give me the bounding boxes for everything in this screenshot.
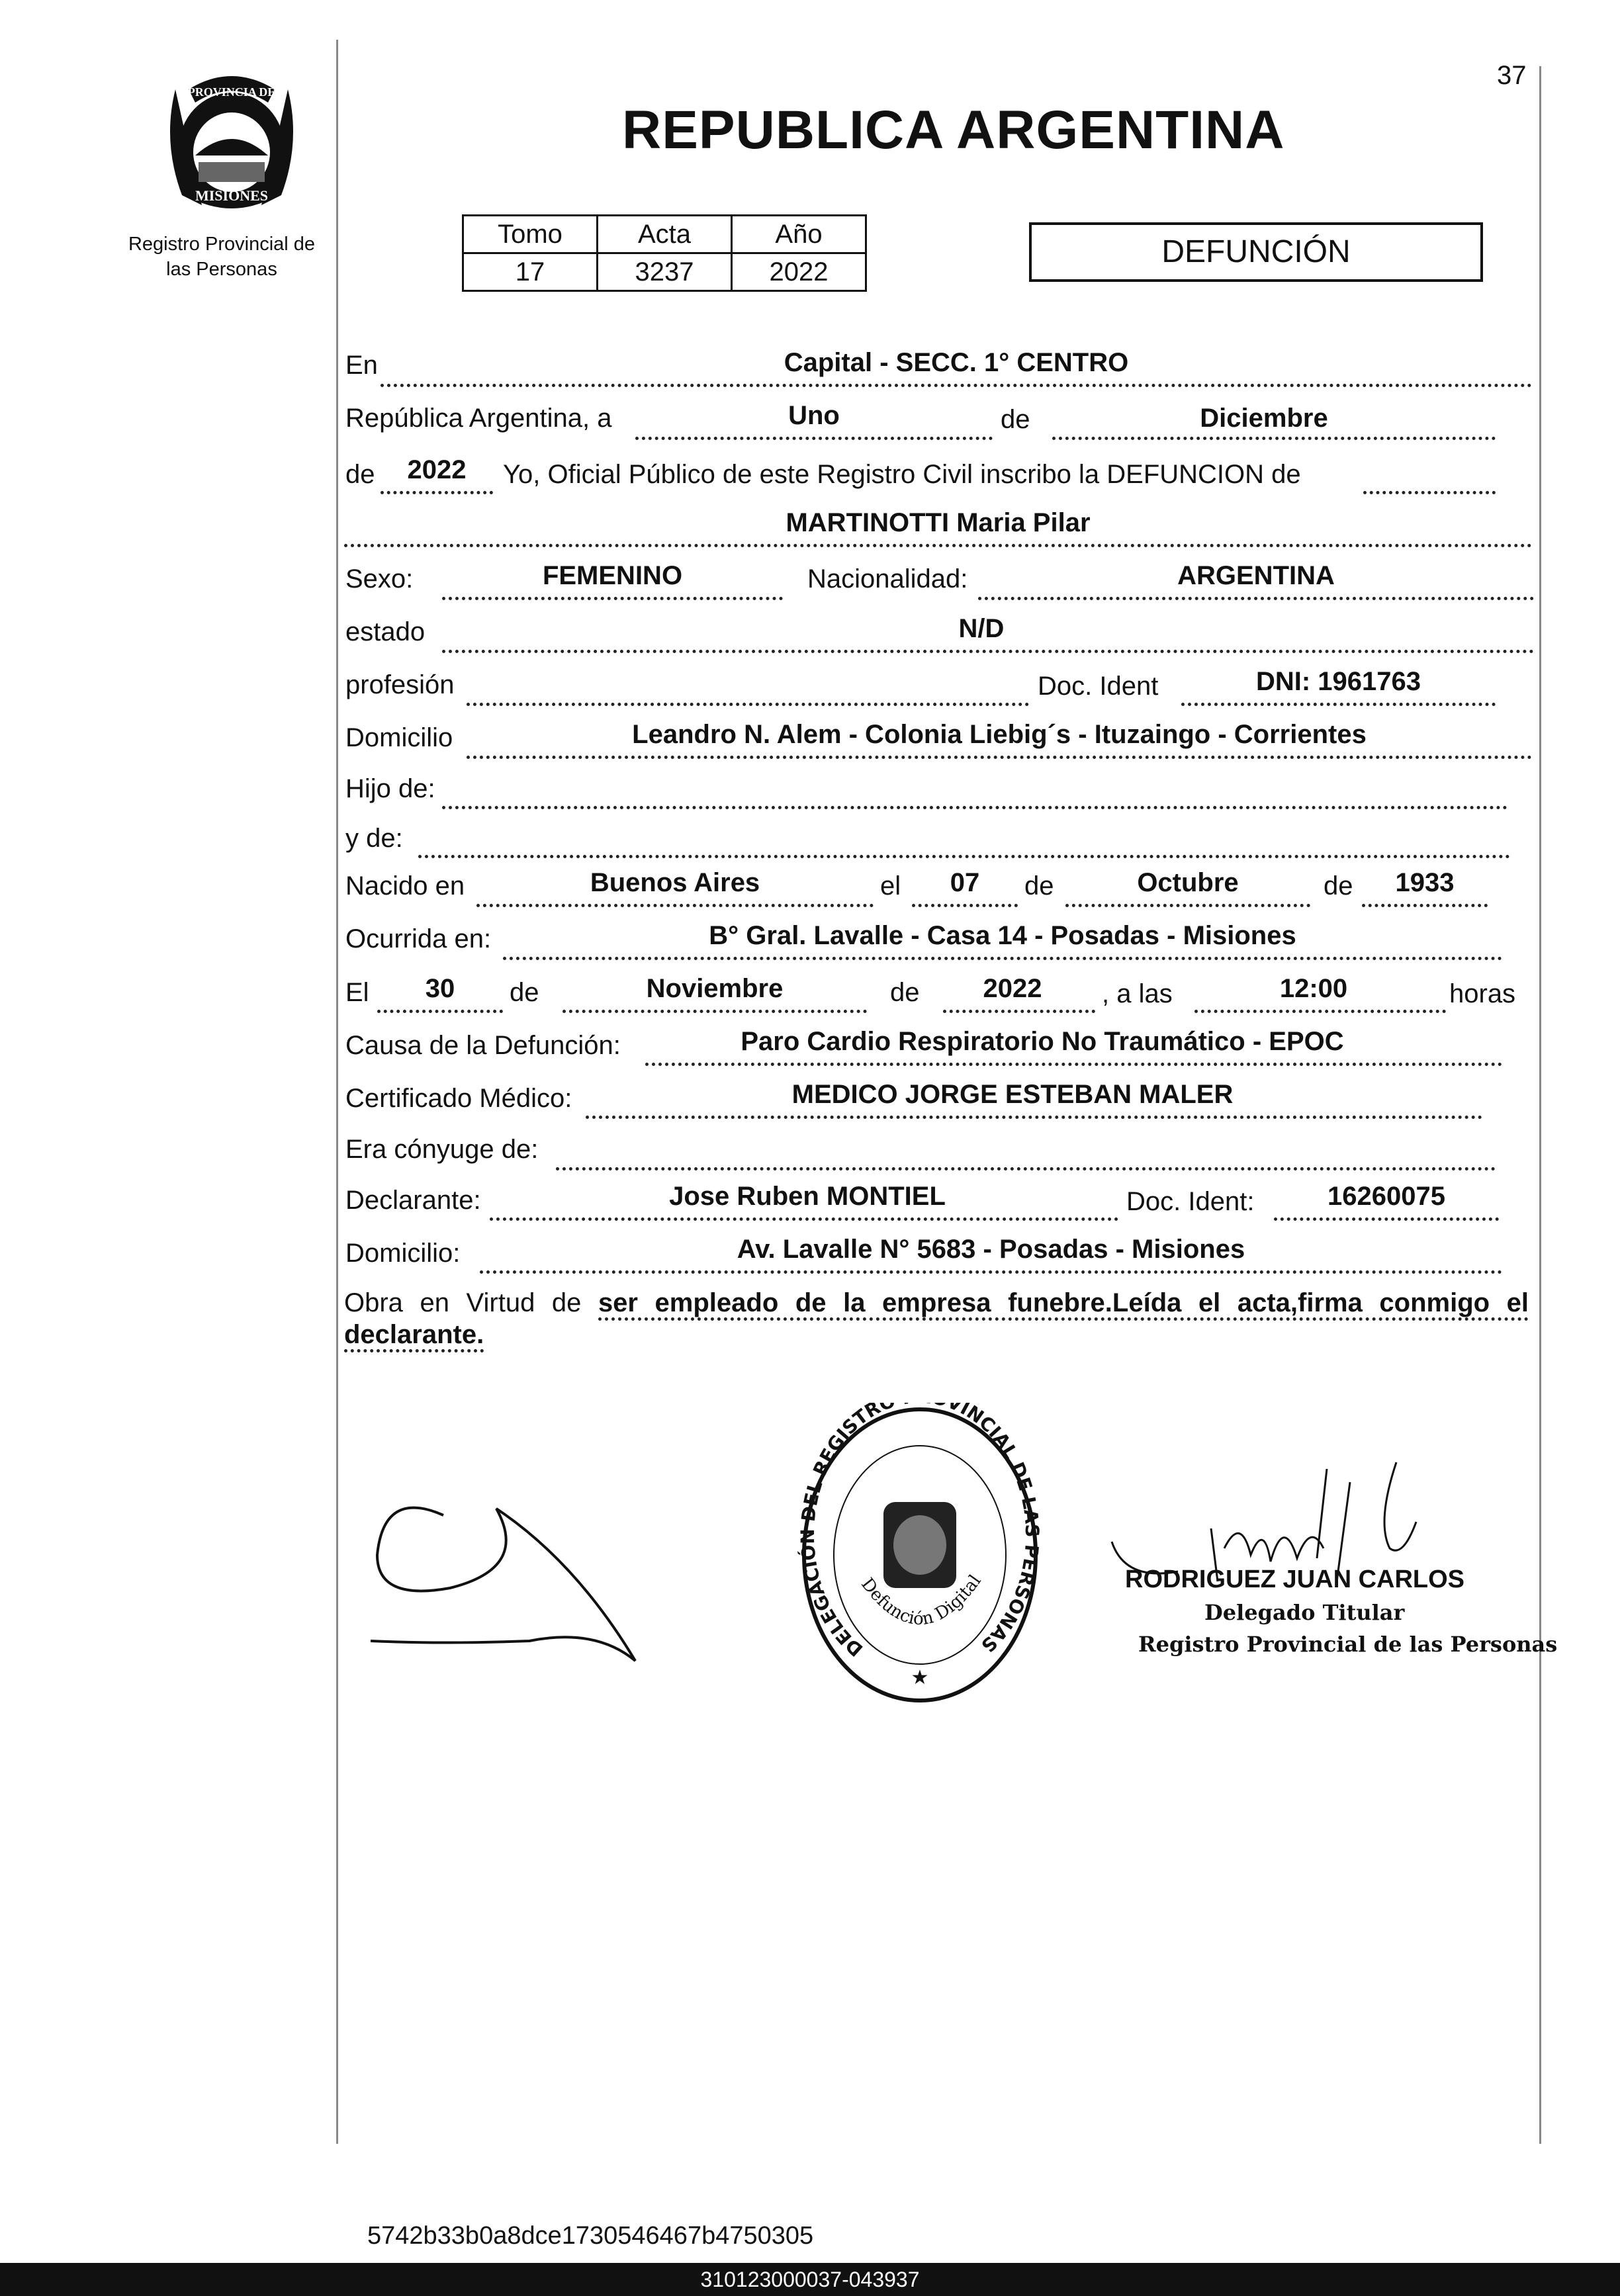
acta-label: Acta (598, 216, 732, 253)
label-a-las: , a las (1102, 979, 1173, 1008)
label-domicilio: Domicilio (345, 723, 453, 752)
value-nacionalidad: ARGENTINA (1177, 561, 1335, 590)
dots-hijo-de (442, 806, 1508, 809)
label-de-mes: de (1001, 405, 1030, 434)
official-stamp-icon (797, 1403, 1042, 1707)
label-declarante: Declarante: (345, 1186, 481, 1215)
anio-label: Año (732, 216, 866, 253)
label-estado: estado (345, 617, 426, 646)
right-margin-line (1539, 66, 1541, 2144)
dots-dia (635, 437, 993, 440)
label-nacionalidad: Nacionalidad: (807, 564, 968, 594)
value-nacido-dia: 07 (950, 868, 980, 897)
dots-ocurrida (503, 957, 1502, 960)
dots-nacido-dia (912, 904, 1018, 907)
declarant-signature-icon (357, 1476, 668, 1674)
value-mes: Diciembre (1200, 404, 1328, 433)
value-causa: Paro Cardio Respiratorio No Traumático - EPOC (741, 1027, 1344, 1056)
obra-en-virtud (344, 1287, 1529, 1350)
page-title: REPUBLICA ARGENTINA (622, 100, 1285, 160)
label-ocurrida-en: Ocurrida en: (345, 924, 492, 953)
label-de-anio: de (345, 460, 375, 489)
label-causa: Causa de la Defunción: (345, 1031, 621, 1060)
value-declarante: Jose Ruben MONTIEL (669, 1182, 946, 1211)
footer-code-bar: 310123000037-043937 (0, 2263, 1620, 2296)
value-ocurrida: B° Gral. Lavalle - Casa 14 - Posadas - Misiones (709, 921, 1296, 950)
label-horas: horas (1449, 979, 1516, 1008)
label-republica: República Argentina, a (345, 404, 612, 433)
label-profesion: profesión (345, 670, 455, 699)
value-anio: 2022 (407, 455, 467, 484)
svg-text:★: ★ (911, 1667, 929, 1689)
signatory-title: Delegado Titular (1204, 1600, 1405, 1625)
stamp-inner-text: Defunción Digital (857, 1571, 985, 1630)
seal-text-bottom: MISIONES (195, 187, 269, 204)
signatory-name: RODRIGUEZ JUAN CARLOS (1125, 1566, 1465, 1593)
label-de-def-anio: de (890, 978, 920, 1007)
dots-nacido-anio (1362, 904, 1488, 907)
dots-def-mes (562, 1010, 867, 1013)
label-oficial: Yo, Oficial Público de este Registro Civil inscribo la DEFUNCION de (503, 460, 1301, 489)
tomo-label: Tomo (463, 216, 598, 253)
dots-profesion (467, 703, 1029, 706)
stamp-ring-text: DELEGACIÓN DEL REGISTR VINCIAL DE LAS PERSONAS (797, 1403, 1042, 1661)
value-obra: ser empleado de la empresa funebre.Leída el acta,firma conmigo el declarante. (344, 1288, 1529, 1352)
signatory-office: Registro Provincial de las Personas (1138, 1632, 1558, 1657)
value-sexo: FEMENINO (542, 561, 683, 590)
record-type-box: DEFUNCIÓN (1029, 222, 1483, 282)
label-en: En (345, 351, 378, 380)
dots-conyuge (556, 1167, 1496, 1170)
label-de-nac-mes: de (1024, 871, 1054, 901)
value-def-mes: Noviembre (646, 974, 784, 1003)
seal-text-top: PROVINCIA DE (187, 85, 276, 99)
dots-oficial (1363, 491, 1496, 494)
label-y-de: y de: (345, 824, 403, 853)
value-lugar: Capital - SECC. 1° CENTRO (784, 348, 1129, 377)
anio-value: 2022 (732, 253, 866, 291)
tomo-value: 17 (463, 253, 598, 291)
value-declarante-domicilio: Av. Lavalle N° 5683 - Posadas - Misiones (737, 1235, 1245, 1264)
value-certificado: MEDICO JORGE ESTEBAN MALER (791, 1080, 1234, 1109)
provincial-seal-icon (149, 63, 314, 222)
label-doc-ident: Doc. Ident (1038, 672, 1159, 701)
dots-def-hora (1194, 1010, 1446, 1013)
dots-declarante (490, 1217, 1118, 1221)
value-nombre: MARTINOTTI Maria Pilar (786, 508, 1091, 537)
tomo-acta-anio-table (462, 214, 867, 292)
dots-doc (1181, 703, 1496, 706)
registry-caption: Registro Provincial de las Personas (128, 234, 316, 280)
dots-mes (1052, 437, 1496, 440)
value-doc: DNI: 1961763 (1255, 667, 1421, 696)
left-margin-line (336, 40, 338, 2144)
value-nacido-lugar: Buenos Aires (590, 868, 760, 897)
dots-y-de (418, 855, 1510, 858)
label-certificado: Certificado Médico: (345, 1084, 572, 1113)
dots-certificado (586, 1116, 1482, 1119)
value-def-dia: 30 (425, 974, 455, 1003)
value-dia: Uno (788, 401, 840, 430)
value-domicilio: Leandro N. Alem - Colonia Liebig´s - Ituzaingo - Corrientes (632, 720, 1367, 749)
dots-anio (381, 491, 493, 494)
label-hijo-de: Hijo de: (345, 774, 435, 803)
label-de-nac-anio: de (1324, 871, 1353, 901)
document-hash: 5742b33b0a8dce1730546467b4750305 (367, 2222, 814, 2250)
dots-sexo (442, 597, 783, 600)
label-domicilio-declarante: Domicilio: (345, 1239, 461, 1268)
value-estado: N/D (958, 614, 1005, 643)
label-de-def-mes: de (510, 978, 539, 1007)
value-nacido-anio: 1933 (1395, 868, 1455, 897)
label-el: El (345, 978, 369, 1007)
dots-nacido-mes (1065, 904, 1310, 907)
dots-causa (645, 1063, 1502, 1066)
label-doc-ident-declarante: Doc. Ident: (1126, 1187, 1255, 1216)
dots-def-anio (943, 1010, 1095, 1013)
dots-domicilio (467, 756, 1532, 759)
label-el-nac: el (880, 871, 901, 901)
value-def-anio: 2022 (983, 974, 1042, 1003)
dots-nacido-lugar (476, 904, 874, 907)
value-nacido-mes: Octubre (1137, 868, 1239, 897)
dots-en (381, 384, 1532, 387)
value-declarante-doc: 16260075 (1328, 1182, 1445, 1211)
dots-estado (442, 650, 1534, 653)
label-sexo: Sexo: (345, 564, 414, 594)
label-conyuge: Era cónyuge de: (345, 1135, 539, 1164)
label-nacido-en: Nacido en (345, 871, 465, 901)
value-def-hora: 12:00 (1279, 974, 1348, 1003)
label-obra: Obra en Virtud de (344, 1288, 582, 1317)
dots-def-dia (377, 1010, 503, 1013)
dots-declarante-doc (1274, 1217, 1499, 1221)
dots-nombre (344, 544, 1532, 547)
dots-declarante-domicilio (480, 1270, 1502, 1274)
acta-value: 3237 (598, 253, 732, 291)
dots-nacionalidad (978, 597, 1534, 600)
page-number: 37 (1497, 61, 1527, 90)
